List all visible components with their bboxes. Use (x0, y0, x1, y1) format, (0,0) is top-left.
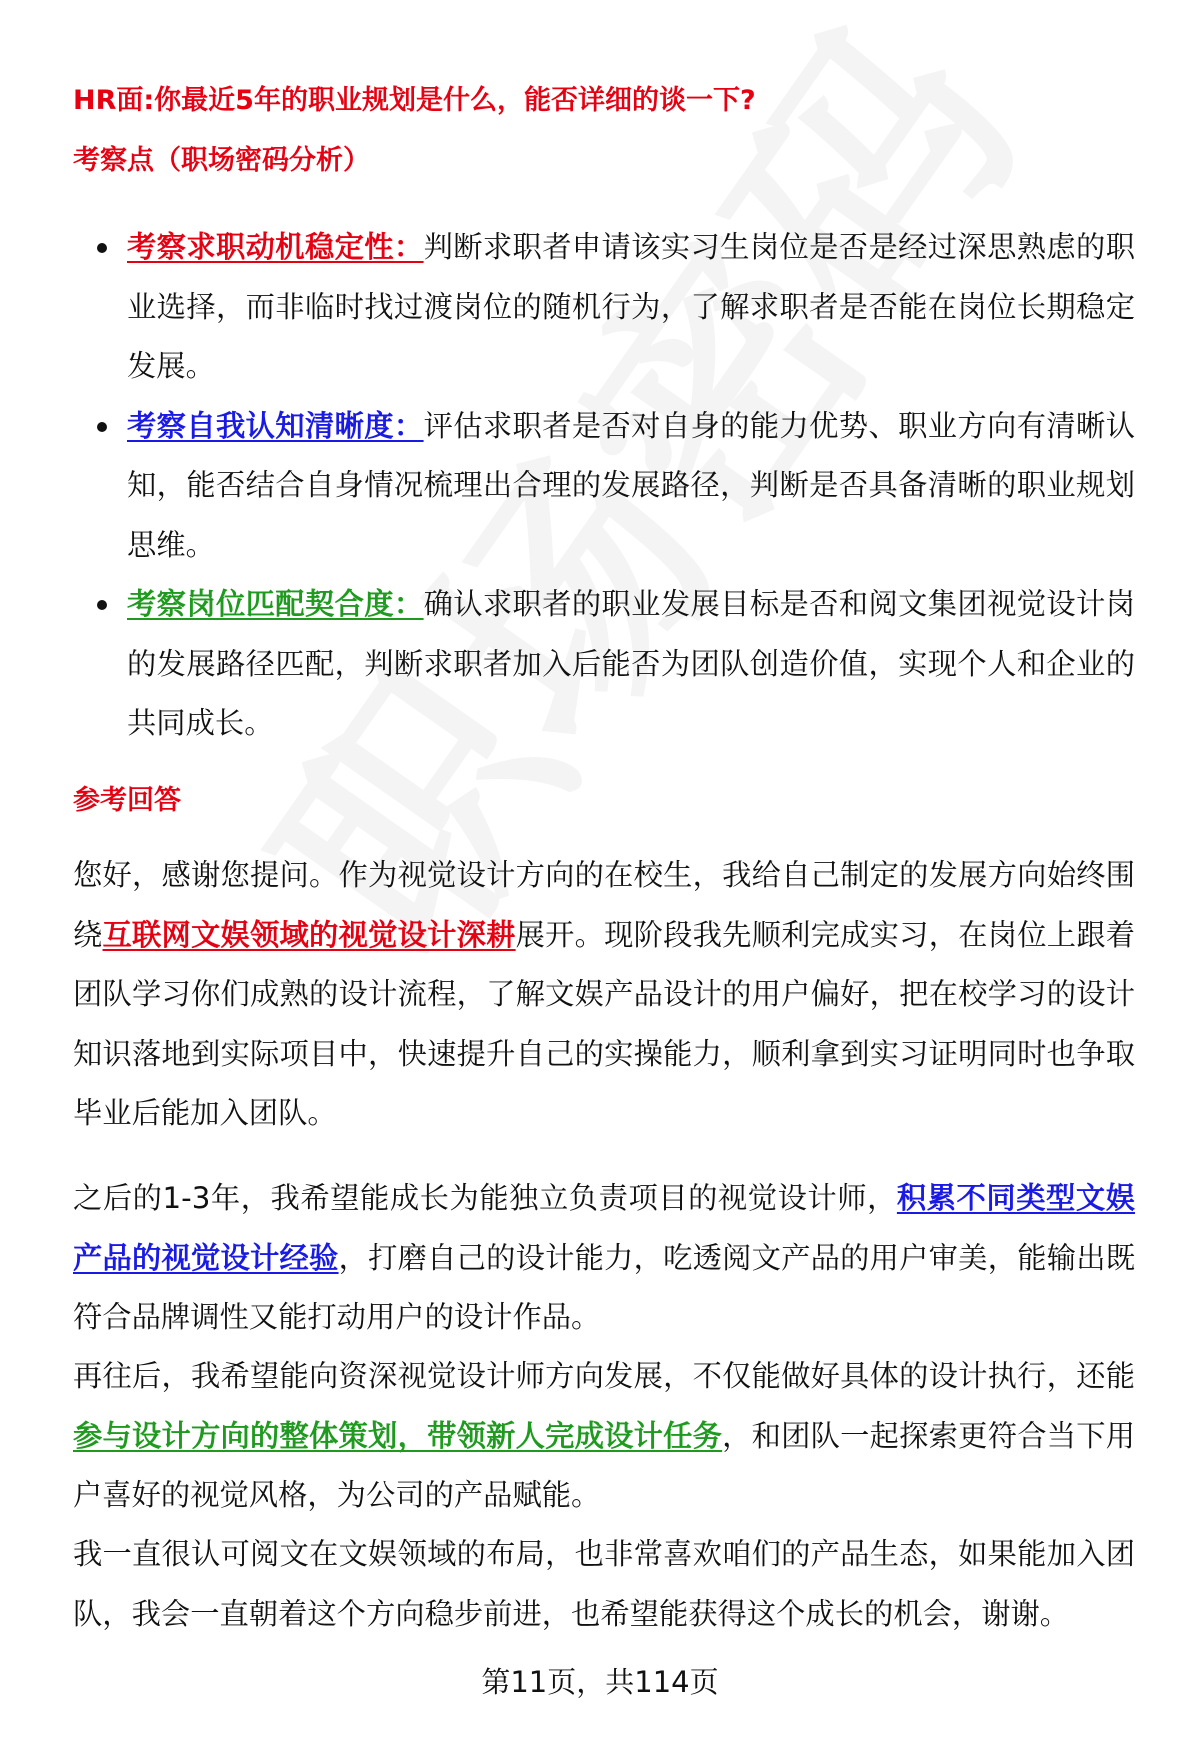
bullet-icon (97, 600, 107, 610)
answer-paragraph (73, 1347, 1135, 1526)
answer-paragraph (73, 1169, 1135, 1348)
question-title: HR面:你最近5年的职业规划是什么，能否详细的谈一下? (73, 85, 756, 116)
text: ，打磨自己的设计能力，吃透阅文产品的用户审美，能输出既符合品牌调性又能打动用户的设计作品。 (73, 1240, 1136, 1334)
highlight: 积累不同类型文娱产品的视觉设计经验 (73, 1181, 1135, 1275)
analysis-heading: 考察点（职场密码分析） (73, 145, 370, 176)
bullet-icon (97, 422, 107, 432)
point-label: 考察自我认知清晰度： (127, 408, 424, 443)
point-text: 评估求职者是否对自身的能力优势、职业方向有清晰认知，能否结合自身情况梳理出合理的发展路径，判断是否具备清晰的职业规划思维。 (127, 408, 1136, 562)
highlight: 参与设计方向的整体策划，带领新人完成设计任务 (73, 1418, 723, 1453)
answer-paragraph (73, 846, 1135, 1144)
analysis-point (73, 218, 1135, 397)
point-label: 考察求职动机稳定性： (127, 230, 424, 264)
analysis-points (73, 218, 1135, 754)
text: 您好，感谢您提问。作为视觉设计方向的在校生，我给自己制定的发展方向始终围绕 (73, 858, 1135, 952)
point-text: 确认求职者的职业发展目标是否和阅文集团视觉设计岗的发展路径匹配，判断求职者加入后能否为团队创造价值，实现个人和企业的共同成长。 (127, 587, 1136, 740)
analysis-point (73, 575, 1135, 754)
analysis-point (73, 397, 1135, 576)
text: ，和团队一起探索更符合当下用户喜好的视觉风格，为公司的产品赋能。 (73, 1418, 1136, 1512)
text: 展开。现阶段我先顺利完成实习，在岗位上跟着团队学习你们成熟的设计流程，了解文娱产品设计的用户偏好，把在校学习的设计知识落地到实际项目中，快速提升自己的实操能力，顺利拿到实习证明同时也争取毕业后能加入团队。 (73, 917, 1136, 1130)
text: 之后的1-3年，我希望能成长为能独立负责项目的视觉设计师， (73, 1181, 897, 1215)
text: 再往后，我希望能向资深视觉设计师方向发展，不仅能做好具体的设计执行，还能 (73, 1359, 1135, 1393)
point-label: 考察岗位匹配契合度： (127, 587, 424, 621)
bullet-icon (97, 243, 107, 253)
page-number: 第11页，共114页 (481, 1665, 719, 1699)
highlight: 互联网文娱领域的视觉设计深耕 (102, 917, 516, 952)
answer-heading: 参考回答 (73, 785, 181, 816)
point-text: 判断求职者申请该实习生岗位是否是经过深思熟虑的职业选择，而非临时找过渡岗位的随机行为，了解求职者是否能在岗位长期稳定发展。 (127, 230, 1136, 383)
answer-paragraph: 我一直很认可阅文在文娱领域的布局，也非常喜欢咱们的产品生态，如果能加入团队，我会一直朝着这个方向稳步前进，也希望能获得这个成长的机会，谢谢。 (73, 1537, 1135, 1631)
